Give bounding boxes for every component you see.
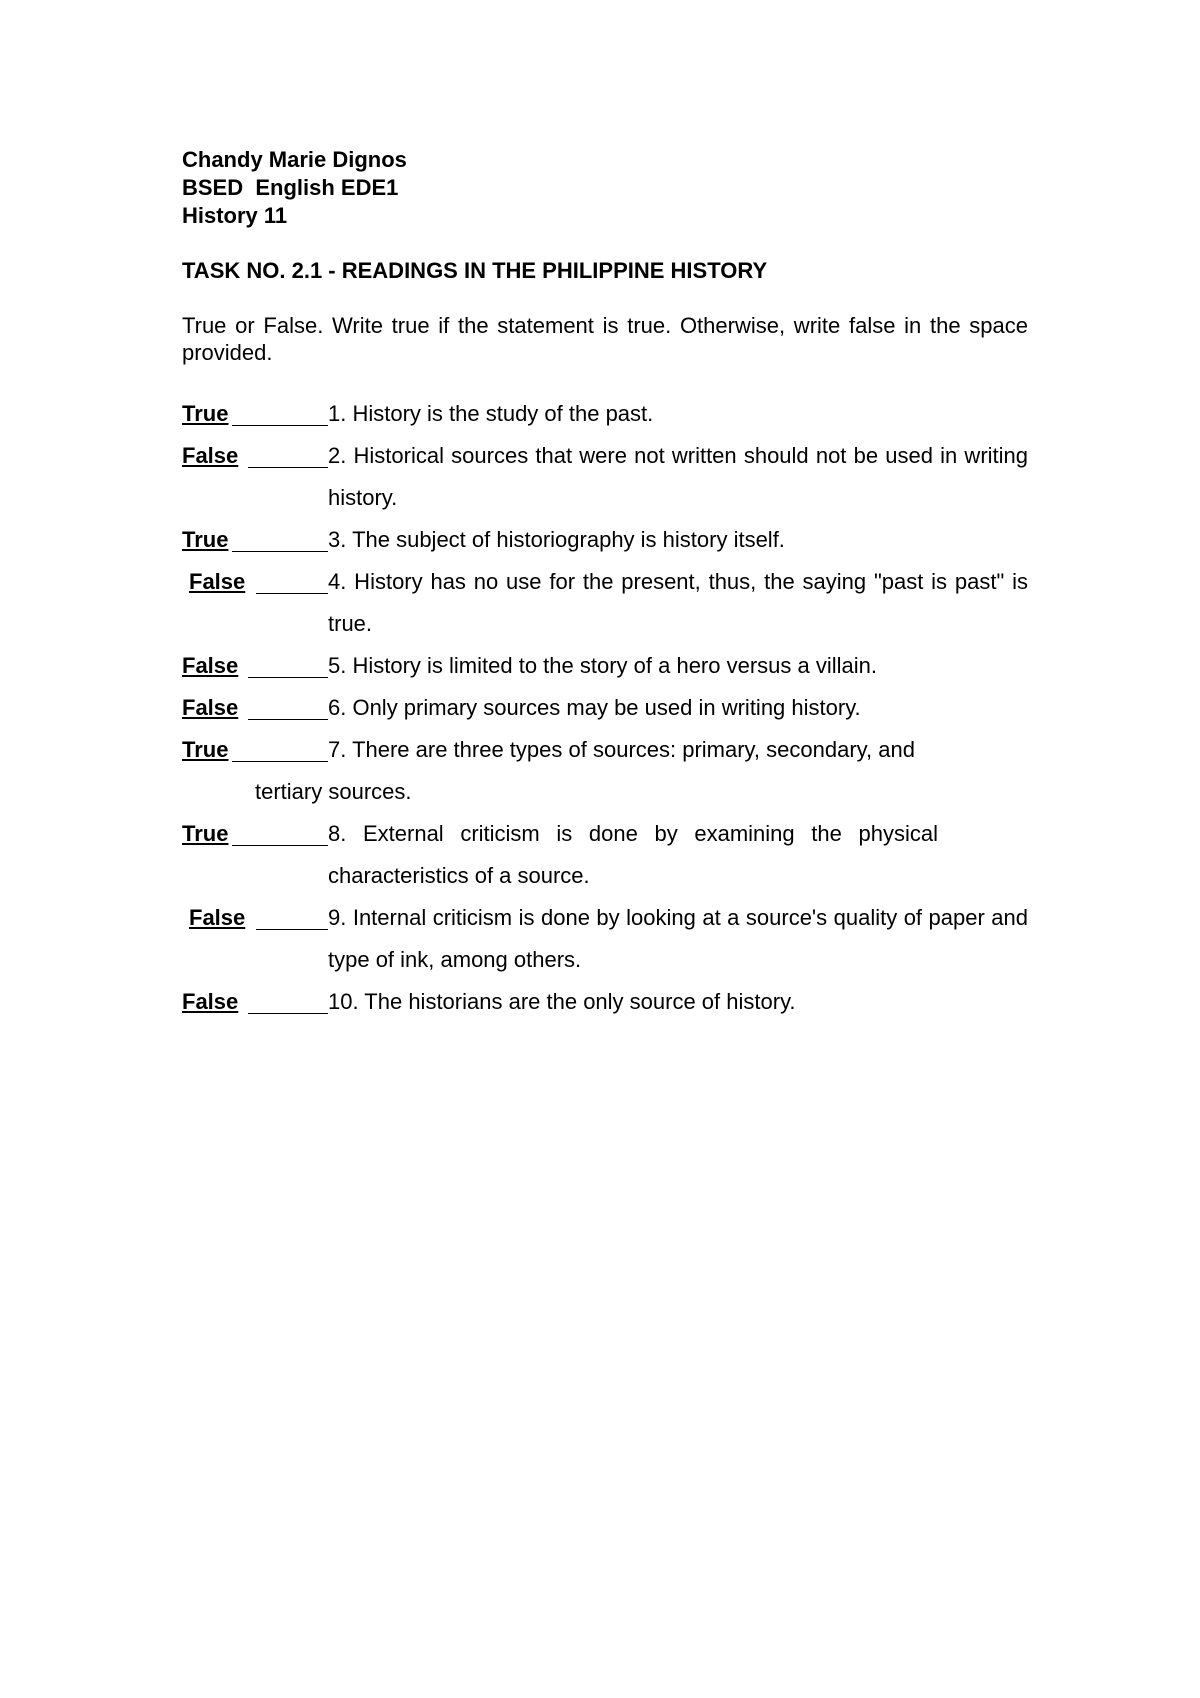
answer-field (182, 897, 328, 939)
answer-blank-line (232, 845, 328, 846)
answer-blank-line (232, 425, 328, 426)
quiz-item (182, 435, 1028, 519)
answer-blank-line (248, 677, 328, 678)
answer-field (182, 393, 328, 435)
quiz-item (182, 729, 1028, 813)
statement-continuation: tertiary sources. (255, 779, 412, 804)
answer-value: False (182, 989, 239, 1014)
statement: 1. History is the study of the past. (328, 401, 654, 426)
quiz-item (182, 687, 1028, 729)
answer-field (182, 519, 328, 561)
statement: 8. External criticism is done by examining the physical characteristics of a source. (328, 821, 938, 888)
answer-value: True (182, 737, 229, 762)
quiz-item (182, 813, 1028, 897)
answer-value: False (189, 905, 246, 930)
quiz-item (182, 645, 1028, 687)
statement: 4. History has no use for the present, thus, the saying "past is past" is true. (328, 569, 1028, 636)
answer-field (182, 645, 328, 687)
statement: 10. The historians are the only source of history. (328, 989, 796, 1014)
answer-value: False (182, 443, 239, 468)
quiz-item (182, 561, 1028, 645)
course-section: BSED English EDE1 (182, 175, 399, 200)
answer-value: True (182, 821, 229, 846)
answer-blank-line (256, 593, 328, 594)
answer-blank-line (232, 551, 328, 552)
statement: 6. Only primary sources may be used in writing history. (328, 695, 861, 720)
answer-blank-line (248, 1013, 328, 1014)
subject-name: History 11 (182, 203, 288, 228)
answer-field (182, 981, 328, 1023)
quiz-item (182, 897, 1028, 981)
quiz-item (182, 393, 1028, 435)
statement-text: 7. There are three types of sources: primary, secondary, and (328, 737, 915, 762)
quiz-item (182, 519, 1028, 561)
answer-blank-line (248, 719, 328, 720)
instructions: True or False. Write true if the statement is true. Otherwise, write false in the space provided. (182, 313, 1028, 365)
answer-blank-line (232, 761, 328, 762)
quiz-items (182, 393, 1028, 1023)
answer-field (182, 435, 328, 477)
answer-blank-line (256, 929, 328, 930)
quiz-item (182, 981, 1028, 1023)
answer-value: False (182, 695, 239, 720)
answer-field (182, 687, 328, 729)
student-name: Chandy Marie Dignos (182, 147, 407, 172)
answer-value: True (182, 527, 229, 552)
answer-field (182, 561, 328, 603)
task-title: TASK NO. 2.1 - READINGS IN THE PHILIPPINE HISTORY (182, 258, 768, 283)
answer-value: True (182, 401, 229, 426)
statement: 9. Internal criticism is done by looking at a source's quality of paper and type of ink, among others. (328, 905, 1028, 972)
answer-value: False (182, 653, 239, 678)
answer-field (182, 813, 328, 855)
statement (255, 729, 1028, 813)
statement: 5. History is limited to the story of a hero versus a villain. (328, 653, 877, 678)
statement: 2. Historical sources that were not written should not be used in writing history. (328, 443, 1028, 510)
statement: 3. The subject of historiography is history itself. (328, 527, 785, 552)
answer-blank-line (248, 467, 328, 468)
document-content (182, 146, 1028, 1023)
answer-field (182, 729, 328, 771)
answer-value: False (189, 569, 246, 594)
